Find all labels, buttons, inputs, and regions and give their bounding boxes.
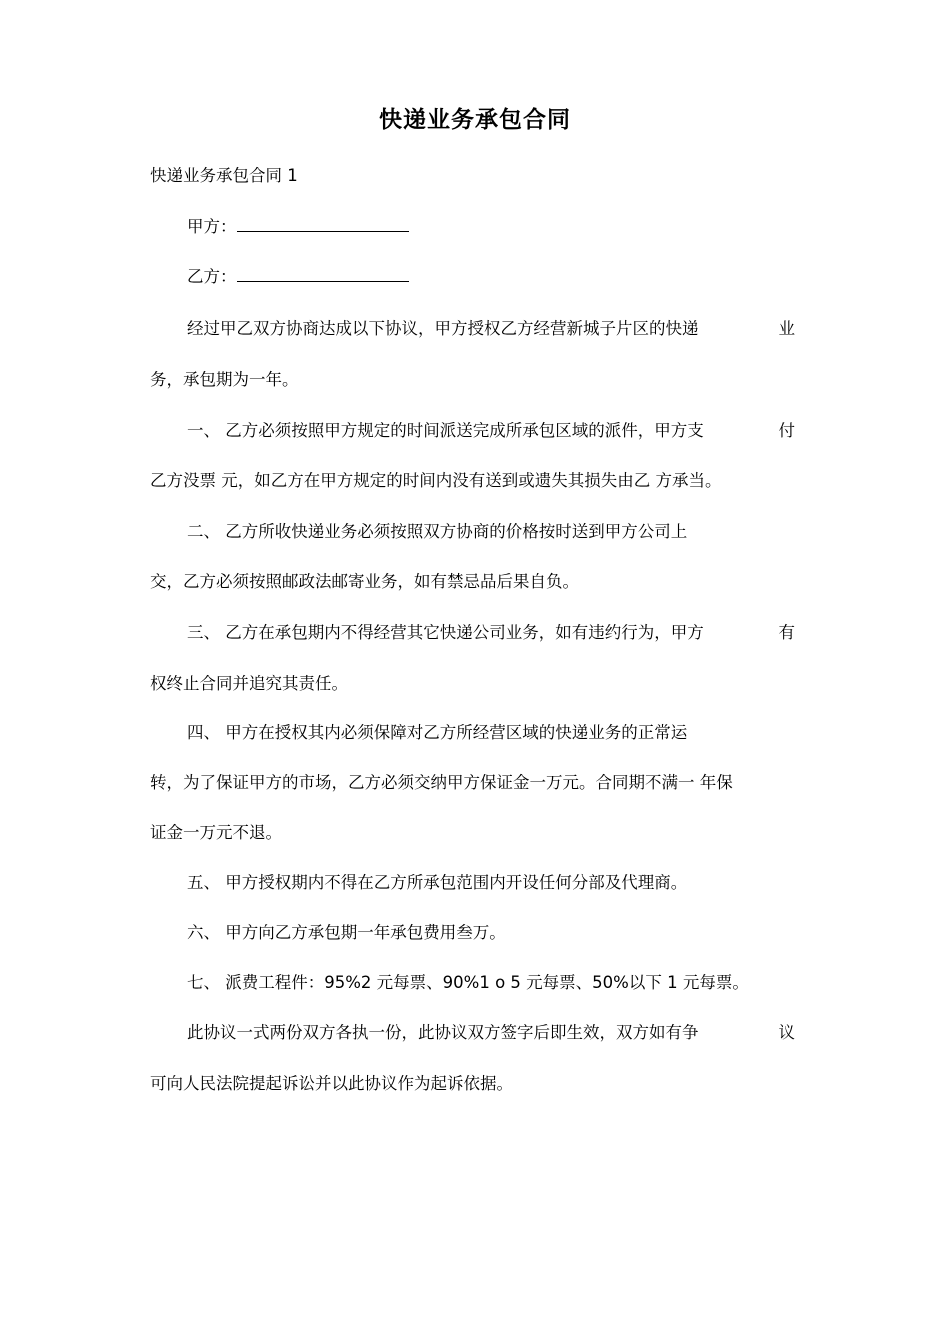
closing-line-1-left: 此协议一式两份双方各执一份，此协议双方签字后即生效，双方如有争 [187, 1023, 699, 1042]
clause-3-line-1 [187, 621, 795, 645]
party-a-line [187, 215, 795, 239]
clause-6: 六、 甲方向乙方承包期一年承包费用叁万。 [187, 923, 506, 942]
clause-2-line-2: 交，乙方必须按照邮政法邮寄业务，如有禁忌品后果自负。 [150, 572, 579, 591]
clause-1-line-1-right: 付 [778, 421, 795, 440]
party-b-label: 乙方： [187, 267, 237, 286]
clause-7: 七、 派费工程件：95%2 元每票、90%1 o 5 元每票、50%以下 1 元每票。 [187, 973, 749, 992]
clause-3-line-1-left: 三、 乙方在承包期内不得经营其它快递公司业务，如有违约行为，甲方 [187, 623, 704, 642]
document-subtitle: 快递业务承包合同 1 [150, 166, 298, 185]
clause-1-line-2: 乙方没票 元，如乙方在甲方规定的时间内没有送到或遗失其损失由乙 方承当。 [150, 471, 722, 490]
intro-line-2: 务，承包期为一年。 [150, 370, 299, 389]
clause-5: 五、 甲方授权期内不得在乙方所承包范围内开设任何分部及代理商。 [187, 873, 688, 892]
closing-line-2: 可向人民法院提起诉讼并以此协议作为起诉依据。 [150, 1074, 513, 1093]
party-b-blank [237, 265, 409, 282]
clause-4-line-2: 转，为了保证甲方的市场，乙方必须交纳甲方保证金一万元。合同期不满一 年保 [150, 773, 733, 792]
page-title: 快递业务承包合同 [379, 107, 571, 133]
intro-line-1-right: 业 [778, 319, 795, 338]
party-a-label: 甲方： [187, 217, 237, 236]
clause-4-line-1: 四、 甲方在授权其内必须保障对乙方所经营区域的快递业务的正常运 [187, 723, 688, 742]
clause-1-line-1-left: 一、 乙方必须按照甲方规定的时间派送完成所承包区域的派件，甲方支 [187, 421, 704, 440]
clause-3-line-1-right: 有 [778, 623, 795, 642]
clause-2-line-1: 二、 乙方所收快递业务必须按照双方协商的价格按时送到甲方公司上 [187, 522, 688, 541]
intro-line-1-left: 经过甲乙双方协商达成以下协议，甲方授权乙方经营新城子片区的快递 [187, 319, 699, 338]
clause-3-line-2: 权终止合同并追究其责任。 [150, 674, 348, 693]
closing-line-1 [187, 1021, 795, 1045]
party-b-line [187, 265, 795, 289]
closing-line-1-right: 议 [778, 1023, 795, 1042]
clause-4-line-3: 证金一万元不退。 [150, 823, 282, 842]
party-a-blank [237, 215, 409, 232]
intro-line-1 [187, 317, 795, 341]
clause-1-line-1 [187, 419, 795, 443]
